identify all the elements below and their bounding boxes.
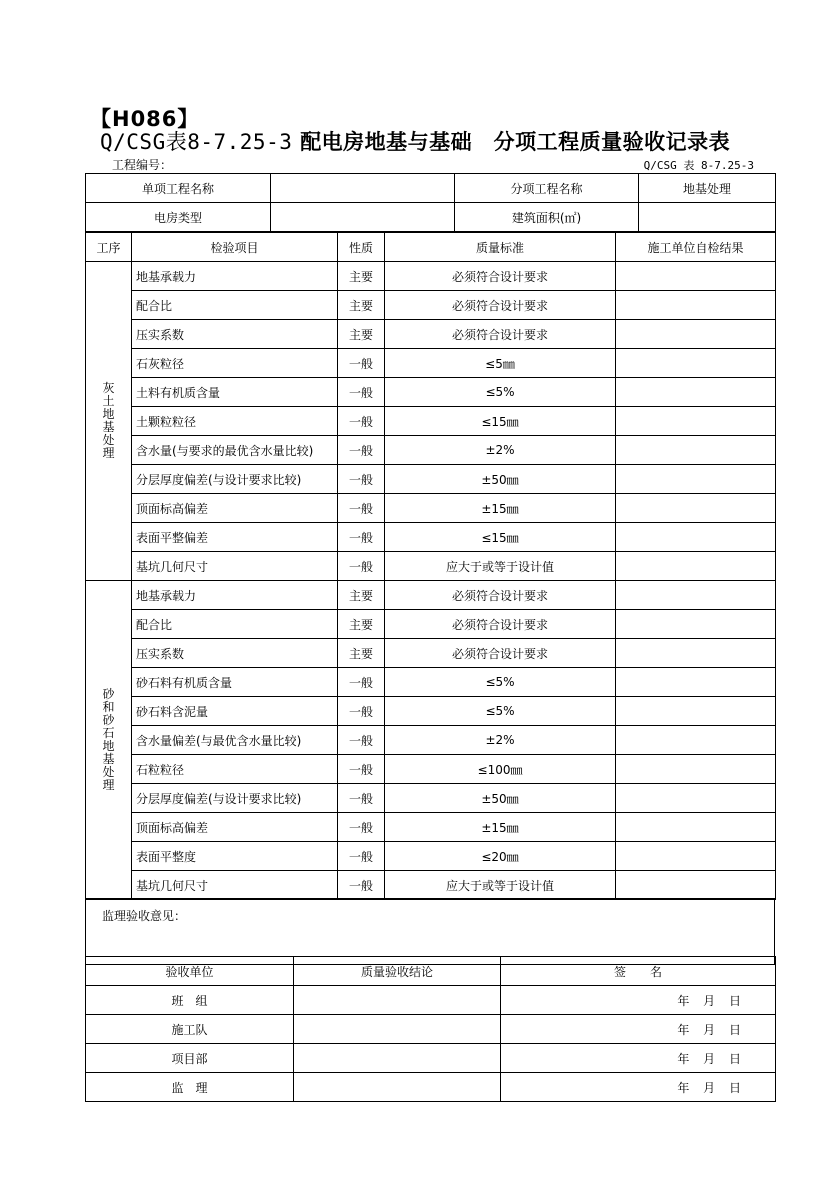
table-row (86, 784, 776, 813)
accept-sign-date[interactable]: 年 月 日 (501, 1044, 776, 1073)
accept-conclusion-field[interactable] (294, 1073, 501, 1102)
process-section (86, 581, 132, 900)
inspection-item: 石灰粒径 (132, 349, 338, 378)
item-nature: 一般 (338, 494, 385, 523)
page-title (100, 126, 730, 156)
inspection-item: 配合比 (132, 291, 338, 320)
col-standard: 质量标准 (385, 233, 616, 262)
quality-standard: 必须符合设计要求 (385, 262, 616, 291)
inspection-item: 土颗粒粒径 (132, 407, 338, 436)
self-check-result[interactable] (616, 871, 776, 900)
process-section (86, 262, 132, 581)
accept-unit: 监 理 (86, 1073, 294, 1102)
item-nature: 主要 (338, 291, 385, 320)
item-nature: 主要 (338, 581, 385, 610)
self-check-result[interactable] (616, 320, 776, 349)
inspection-table (85, 232, 776, 900)
table-row (86, 842, 776, 871)
col-accept-unit: 验收单位 (86, 957, 294, 986)
col-accept-conclusion: 质量验收结论 (294, 957, 501, 986)
accept-sign-date[interactable]: 年 月 日 (501, 1015, 776, 1044)
process-section-name: 灰土地基处理 (102, 381, 115, 460)
quality-standard: 必须符合设计要求 (385, 581, 616, 610)
supervision-opinion[interactable]: 监理验收意见： (86, 899, 775, 965)
item-nature: 主要 (338, 639, 385, 668)
project-no-label: 工程编号： (112, 158, 173, 172)
self-check-result[interactable] (616, 755, 776, 784)
self-check-result[interactable] (616, 552, 776, 581)
quality-standard: 必须符合设计要求 (385, 610, 616, 639)
quality-standard: ≤5% (385, 378, 616, 407)
inspection-item: 含水量偏差(与最优含水量比较) (132, 726, 338, 755)
item-nature: 一般 (338, 436, 385, 465)
inspection-item: 基坑几何尺寸 (132, 552, 338, 581)
acceptance-row (86, 986, 776, 1015)
acceptance-row (86, 1073, 776, 1102)
inspection-item: 石粒粒径 (132, 755, 338, 784)
quality-standard: ±2% (385, 436, 616, 465)
acceptance-row (86, 1044, 776, 1073)
col-accept-sign: 签 名 (501, 957, 776, 986)
item-nature: 一般 (338, 726, 385, 755)
table-row (86, 436, 776, 465)
item-nature: 一般 (338, 784, 385, 813)
table-row (86, 581, 776, 610)
unit-project-label: 单项工程名称 (86, 174, 271, 203)
inspection-item: 压实系数 (132, 639, 338, 668)
self-check-result[interactable] (616, 668, 776, 697)
inspection-item: 表面平整偏差 (132, 523, 338, 552)
self-check-result[interactable] (616, 436, 776, 465)
item-nature: 一般 (338, 871, 385, 900)
item-nature: 一般 (338, 755, 385, 784)
item-nature: 一般 (338, 407, 385, 436)
self-check-result[interactable] (616, 407, 776, 436)
self-check-result[interactable] (616, 494, 776, 523)
col-process: 工序 (86, 233, 132, 262)
inspection-item: 砂石料含泥量 (132, 697, 338, 726)
table-row (86, 465, 776, 494)
self-check-result[interactable] (616, 726, 776, 755)
accept-conclusion-field[interactable] (294, 1015, 501, 1044)
quality-standard: 必须符合设计要求 (385, 639, 616, 668)
item-nature: 主要 (338, 610, 385, 639)
table-row (86, 697, 776, 726)
accept-unit: 班 组 (86, 986, 294, 1015)
table-row (86, 552, 776, 581)
process-section-name: 砂和砂石地基处理 (102, 687, 115, 792)
self-check-result[interactable] (616, 465, 776, 494)
table-row (86, 262, 776, 291)
self-check-result[interactable] (616, 639, 776, 668)
inspection-item: 砂石料有机质含量 (132, 668, 338, 697)
item-nature: 一般 (338, 552, 385, 581)
quality-standard: 应大于或等于设计值 (385, 552, 616, 581)
table-row (86, 813, 776, 842)
inspection-item: 顶面标高偏差 (132, 494, 338, 523)
table-row (86, 523, 776, 552)
form-id: Q/CSG表8-7.25-3 (100, 130, 293, 154)
sub-project-label: 分项工程名称 (455, 174, 639, 203)
inspection-item: 分层厚度偏差(与设计要求比较) (132, 784, 338, 813)
table-row (86, 610, 776, 639)
quality-standard: ±15㎜ (385, 494, 616, 523)
table-row (86, 407, 776, 436)
table-row (86, 320, 776, 349)
inspection-item: 土料有机质含量 (132, 378, 338, 407)
quality-standard: ≤5% (385, 697, 616, 726)
title-main: 配电房地基与基础 分项工程质量验收记录表 (300, 130, 731, 154)
self-check-result[interactable] (616, 581, 776, 610)
item-nature: 主要 (338, 320, 385, 349)
accept-sign-date[interactable]: 年 月 日 (501, 1073, 776, 1102)
table-row (86, 726, 776, 755)
item-nature: 一般 (338, 842, 385, 871)
self-check-result[interactable] (616, 842, 776, 871)
inspection-item: 分层厚度偏差(与设计要求比较) (132, 465, 338, 494)
inspection-item: 地基承载力 (132, 581, 338, 610)
quality-standard: ≤5% (385, 668, 616, 697)
inspection-item: 表面平整度 (132, 842, 338, 871)
accept-unit: 施工队 (86, 1015, 294, 1044)
table-row (86, 639, 776, 668)
quality-standard: ±50㎜ (385, 784, 616, 813)
quality-standard: ≤100㎜ (385, 755, 616, 784)
quality-standard: 必须符合设计要求 (385, 291, 616, 320)
accept-conclusion-field[interactable] (294, 1044, 501, 1073)
item-nature: 一般 (338, 813, 385, 842)
self-check-result[interactable] (616, 813, 776, 842)
item-nature: 一般 (338, 378, 385, 407)
table-row (86, 755, 776, 784)
table-row (86, 291, 776, 320)
unit-project-field[interactable] (271, 174, 455, 203)
inspection-item: 顶面标高偏差 (132, 813, 338, 842)
inspection-item: 配合比 (132, 610, 338, 639)
table-row (86, 871, 776, 900)
acceptance-table (85, 956, 776, 1102)
quality-standard: ≤15㎜ (385, 407, 616, 436)
col-nature: 性质 (338, 233, 385, 262)
sub-project-field[interactable]: 地基处理 (639, 174, 776, 203)
inspection-item: 地基承载力 (132, 262, 338, 291)
self-check-result[interactable] (616, 262, 776, 291)
form-code: 【H086】 (90, 107, 200, 131)
quality-standard: ≤15㎜ (385, 523, 616, 552)
quality-standard: ≤20㎜ (385, 842, 616, 871)
accept-conclusion-field[interactable] (294, 986, 501, 1015)
accept-unit: 项目部 (86, 1044, 294, 1073)
self-check-result[interactable] (616, 378, 776, 407)
self-check-result[interactable] (616, 291, 776, 320)
item-nature: 一般 (338, 668, 385, 697)
area-label: 建筑面积(㎡) (455, 203, 639, 232)
self-check-result[interactable] (616, 523, 776, 552)
quality-standard: ±2% (385, 726, 616, 755)
self-check-result[interactable] (616, 610, 776, 639)
col-item: 检验项目 (132, 233, 338, 262)
quality-standard: ≤5㎜ (385, 349, 616, 378)
table-row (86, 494, 776, 523)
quality-standard: 必须符合设计要求 (385, 320, 616, 349)
item-nature: 一般 (338, 697, 385, 726)
table-row (86, 349, 776, 378)
table-row (86, 668, 776, 697)
inspection-item: 压实系数 (132, 320, 338, 349)
room-type-field[interactable] (271, 203, 455, 232)
item-nature: 一般 (338, 349, 385, 378)
quality-standard: ±15㎜ (385, 813, 616, 842)
opinion-table (85, 898, 775, 965)
room-type-label: 电房类型 (86, 203, 271, 232)
info-table (85, 173, 776, 232)
self-check-result[interactable] (616, 784, 776, 813)
item-nature: 一般 (338, 523, 385, 552)
accept-sign-date[interactable]: 年 月 日 (501, 986, 776, 1015)
form-number: Q/CSG 表 8-7.25-3 (643, 159, 754, 172)
table-row (86, 378, 776, 407)
area-field[interactable] (639, 203, 776, 232)
self-check-result[interactable] (616, 697, 776, 726)
inspection-item: 基坑几何尺寸 (132, 871, 338, 900)
col-self-check: 施工单位自检结果 (616, 233, 776, 262)
item-nature: 一般 (338, 465, 385, 494)
inspection-item: 含水量(与要求的最优含水量比较) (132, 436, 338, 465)
quality-standard: 应大于或等于设计值 (385, 871, 616, 900)
acceptance-row (86, 1015, 776, 1044)
item-nature: 主要 (338, 262, 385, 291)
self-check-result[interactable] (616, 349, 776, 378)
quality-standard: ±50㎜ (385, 465, 616, 494)
